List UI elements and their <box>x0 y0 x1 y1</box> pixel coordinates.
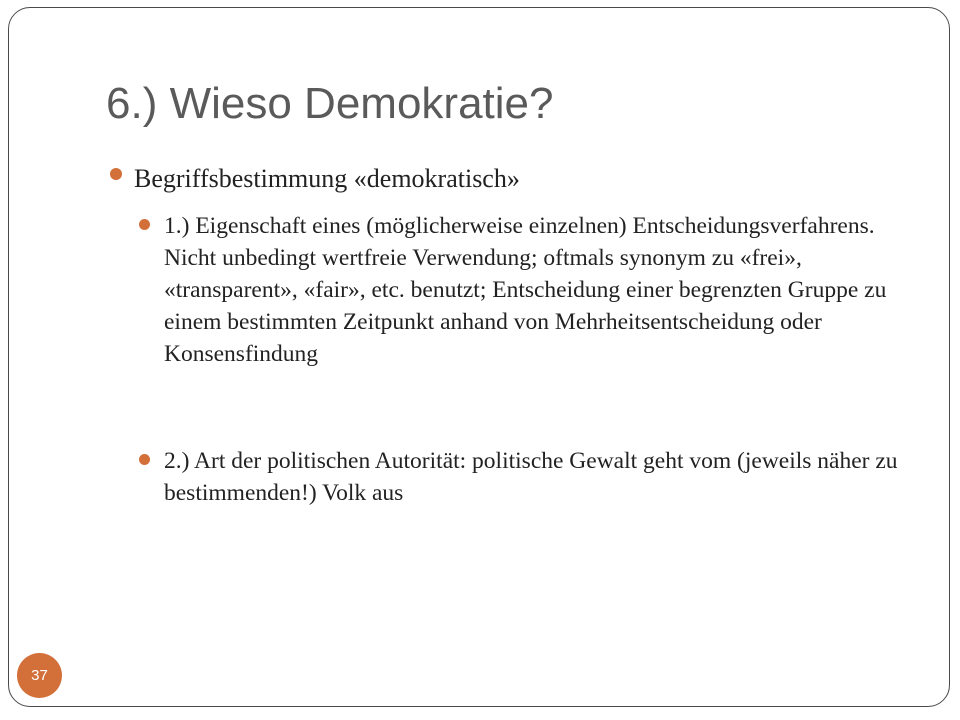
bullet-item <box>110 160 910 198</box>
bullet-dot-icon <box>110 168 122 180</box>
sub-bullet-item <box>139 210 899 370</box>
sub-bullet-item <box>139 445 899 509</box>
bullet-text: Begriffsbestimmung «demokratisch» <box>134 164 520 193</box>
slide-title: 6.) Wieso Demokratie? <box>106 79 554 128</box>
bullet-dot-icon <box>139 454 150 465</box>
bullet-dot-icon <box>139 219 150 230</box>
sub-bullet-text: 2.) Art der politischen Autorität: politische Gewalt geht vom (jeweils näher zu bestimmenden!) Volk aus <box>164 448 898 506</box>
sub-bullet-text: 1.) Eigenschaft eines (möglicherweise einzelnen) Entscheidungsverfahrens. Nicht unbedingt wertfreie Verwendung; oftmals synonym zu «frei», «transparent», «fair», etc. benutzt; Entscheidung einer begrenzten Gruppe zu einem bestimmten Zeitpunkt anhand von Mehrheitsentscheidung oder Konsensfindung <box>164 213 887 367</box>
page-number-badge: 37 <box>17 653 62 698</box>
